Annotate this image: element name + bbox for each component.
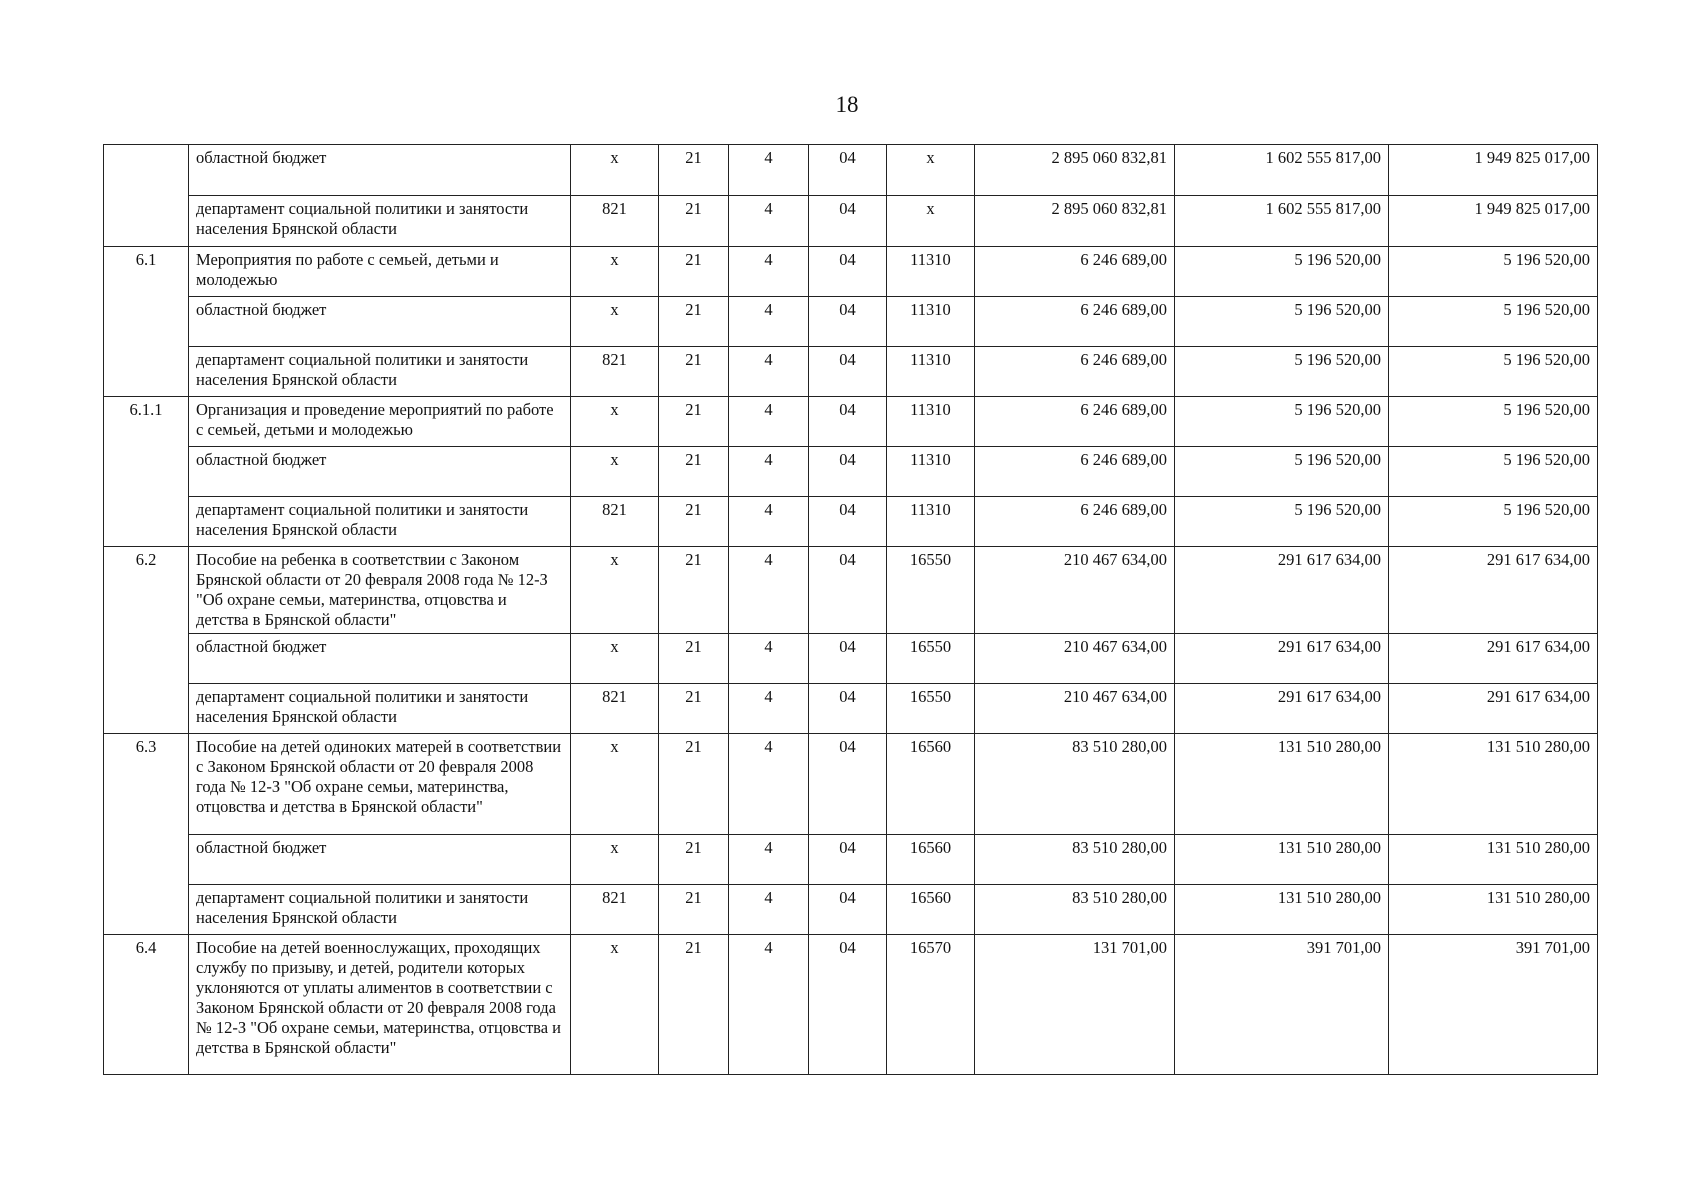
cell-c2: 4 [729,347,809,397]
cell-c2: 4 [729,684,809,734]
cell-year1: 6 246 689,00 [975,247,1175,297]
table-row [104,297,1598,347]
cell-c3: 04 [809,734,887,835]
cell-year3: 1 949 825 017,00 [1389,196,1598,247]
cell-year3: 131 510 280,00 [1389,835,1598,885]
row-number: 6.3 [104,734,189,935]
row-name: областной бюджет [189,145,571,196]
cell-gr: х [571,835,659,885]
cell-gr: х [571,634,659,684]
row-name: областной бюджет [189,447,571,497]
cell-year1: 131 701,00 [975,935,1175,1075]
cell-gr: 821 [571,347,659,397]
cell-year1: 6 246 689,00 [975,347,1175,397]
cell-c3: 04 [809,397,887,447]
cell-c2: 4 [729,497,809,547]
cell-c4: 16550 [887,634,975,684]
row-number: 6.4 [104,935,189,1075]
cell-year1: 83 510 280,00 [975,885,1175,935]
row-name: департамент социальной политики и занятости населения Брянской области [189,497,571,547]
cell-year2: 391 701,00 [1175,935,1389,1075]
row-name: Организация и проведение мероприятий по работе с семьей, детьми и молодежью [189,397,571,447]
page-number: 18 [835,92,859,117]
row-name: департамент социальной политики и занятости населения Брянской области [189,684,571,734]
cell-gr: х [571,447,659,497]
cell-year1: 6 246 689,00 [975,447,1175,497]
cell-c1: 21 [659,547,729,634]
cell-year1: 83 510 280,00 [975,734,1175,835]
cell-year3: 5 196 520,00 [1389,247,1598,297]
cell-c4: 16570 [887,935,975,1075]
cell-year3: 291 617 634,00 [1389,684,1598,734]
cell-gr: 821 [571,196,659,247]
cell-year2: 1 602 555 817,00 [1175,196,1389,247]
cell-c1: 21 [659,397,729,447]
cell-gr: х [571,935,659,1075]
cell-year3: 391 701,00 [1389,935,1598,1075]
row-number [104,145,189,247]
cell-c4: 11310 [887,247,975,297]
cell-c4: х [887,145,975,196]
table-row [104,547,1598,634]
row-number: 6.1 [104,247,189,397]
cell-c1: 21 [659,297,729,347]
cell-c3: 04 [809,347,887,397]
cell-c3: 04 [809,247,887,297]
cell-year1: 210 467 634,00 [975,634,1175,684]
cell-year1: 83 510 280,00 [975,835,1175,885]
cell-year1: 6 246 689,00 [975,397,1175,447]
table-row [104,497,1598,547]
row-number: 6.1.1 [104,397,189,547]
cell-gr: 821 [571,497,659,547]
cell-c1: 21 [659,684,729,734]
cell-c3: 04 [809,547,887,634]
cell-c4: х [887,196,975,247]
row-name: Мероприятия по работе с семьей, детьми и молодежью [189,247,571,297]
row-number: 6.2 [104,547,189,734]
cell-year1: 210 467 634,00 [975,684,1175,734]
cell-c3: 04 [809,297,887,347]
budget-table [103,144,1598,1075]
cell-year3: 5 196 520,00 [1389,397,1598,447]
row-name: департамент социальной политики и занятости населения Брянской области [189,347,571,397]
cell-c2: 4 [729,247,809,297]
cell-c3: 04 [809,497,887,547]
cell-year3: 291 617 634,00 [1389,634,1598,684]
table-row [104,885,1598,935]
cell-c4: 16560 [887,835,975,885]
cell-c1: 21 [659,447,729,497]
table-row [104,734,1598,835]
cell-year3: 5 196 520,00 [1389,497,1598,547]
cell-year1: 6 246 689,00 [975,497,1175,547]
cell-year1: 2 895 060 832,81 [975,145,1175,196]
cell-c2: 4 [729,196,809,247]
cell-c1: 21 [659,196,729,247]
cell-gr: х [571,397,659,447]
cell-c4: 11310 [887,447,975,497]
cell-c1: 21 [659,634,729,684]
cell-c2: 4 [729,547,809,634]
cell-c2: 4 [729,397,809,447]
cell-c4: 16550 [887,547,975,634]
cell-c3: 04 [809,684,887,734]
cell-c4: 16560 [887,734,975,835]
cell-c2: 4 [729,145,809,196]
cell-c4: 16560 [887,885,975,935]
cell-c3: 04 [809,634,887,684]
row-name: Пособие на детей одиноких матерей в соответствии с Законом Брянской области от 20 февраля 2008 года № 12-З "Об охране семьи, материнства, отцовства и детства в Брянской области" [189,734,571,835]
cell-year2: 291 617 634,00 [1175,547,1389,634]
table-row [104,447,1598,497]
cell-c4: 16550 [887,684,975,734]
cell-c1: 21 [659,734,729,835]
cell-year3: 5 196 520,00 [1389,347,1598,397]
cell-year2: 5 196 520,00 [1175,397,1389,447]
cell-c4: 11310 [887,347,975,397]
cell-c1: 21 [659,145,729,196]
cell-c1: 21 [659,935,729,1075]
table-row [104,397,1598,447]
cell-c4: 11310 [887,497,975,547]
cell-c1: 21 [659,835,729,885]
cell-c1: 21 [659,347,729,397]
cell-gr: х [571,547,659,634]
row-name: Пособие на детей военнослужащих, проходящих службу по призыву, и детей, родители которых уклоняются от уплаты алиментов в соответствии с Законом Брянской области от 20 февраля 2008 года № 12-З "Об охране семьи, материнства, отцовства и детства в Брянской области" [189,935,571,1075]
table-row [104,935,1598,1075]
cell-year2: 1 602 555 817,00 [1175,145,1389,196]
cell-c2: 4 [729,634,809,684]
row-name: областной бюджет [189,634,571,684]
cell-year2: 5 196 520,00 [1175,497,1389,547]
cell-gr: 821 [571,885,659,935]
row-name: областной бюджет [189,835,571,885]
cell-gr: х [571,297,659,347]
cell-c3: 04 [809,835,887,885]
cell-c4: 11310 [887,297,975,347]
cell-gr: х [571,247,659,297]
cell-c3: 04 [809,145,887,196]
cell-c2: 4 [729,885,809,935]
row-name: департамент социальной политики и занятости населения Брянской области [189,885,571,935]
cell-c2: 4 [729,835,809,885]
cell-year3: 5 196 520,00 [1389,447,1598,497]
row-name: департамент социальной политики и занятости населения Брянской области [189,196,571,247]
cell-gr: 821 [571,684,659,734]
table-row [104,347,1598,397]
cell-c4: 11310 [887,397,975,447]
cell-gr: х [571,145,659,196]
cell-year1: 6 246 689,00 [975,297,1175,347]
table-row [104,835,1598,885]
cell-year3: 291 617 634,00 [1389,547,1598,634]
table-row [104,196,1598,247]
cell-year3: 1 949 825 017,00 [1389,145,1598,196]
table-row [104,684,1598,734]
cell-year2: 131 510 280,00 [1175,885,1389,935]
cell-c2: 4 [729,734,809,835]
cell-year2: 5 196 520,00 [1175,347,1389,397]
cell-year2: 131 510 280,00 [1175,734,1389,835]
budget-table-body [104,145,1598,1075]
cell-gr: х [571,734,659,835]
table-row [104,145,1598,196]
cell-year2: 131 510 280,00 [1175,835,1389,885]
cell-year2: 5 196 520,00 [1175,297,1389,347]
cell-year2: 291 617 634,00 [1175,684,1389,734]
cell-year3: 5 196 520,00 [1389,297,1598,347]
cell-c3: 04 [809,196,887,247]
table-row [104,247,1598,297]
cell-c1: 21 [659,497,729,547]
cell-year3: 131 510 280,00 [1389,885,1598,935]
cell-c2: 4 [729,447,809,497]
cell-year1: 210 467 634,00 [975,547,1175,634]
cell-c2: 4 [729,297,809,347]
row-name: областной бюджет [189,297,571,347]
row-name: Пособие на ребенка в соответствии с Законом Брянской области от 20 февраля 2008 года № 12-З "Об охране семьи, материнства, отцовства и детства в Брянской области" [189,547,571,634]
cell-c1: 21 [659,247,729,297]
cell-year2: 5 196 520,00 [1175,247,1389,297]
cell-year2: 5 196 520,00 [1175,447,1389,497]
table-row [104,634,1598,684]
cell-year3: 131 510 280,00 [1389,734,1598,835]
cell-c2: 4 [729,935,809,1075]
cell-c3: 04 [809,447,887,497]
cell-year2: 291 617 634,00 [1175,634,1389,684]
cell-year1: 2 895 060 832,81 [975,196,1175,247]
cell-c1: 21 [659,885,729,935]
cell-c3: 04 [809,935,887,1075]
cell-c3: 04 [809,885,887,935]
